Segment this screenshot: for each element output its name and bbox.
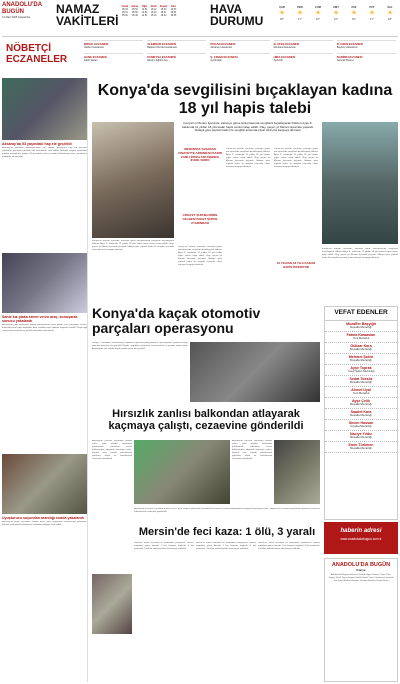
pharmacy-item (337, 53, 396, 62)
hirsiz-text-3: Aksaray'da hırsızlık suçundan aranan şahıs, polis ekipleri tarafından yakalanmak istenirken evinin balkonundan atlayarak kaçmaya çalıştı. Şüpheli kısa sürede yakalanarak gözaltına alındı ve tutuklanarak cezaevine gönderildi. (134, 508, 320, 513)
vefat-place: Musalla Mezarlığı (350, 446, 372, 450)
vefat-name: Ayşe Çelik (351, 398, 371, 403)
weather-day (328, 6, 344, 21)
pharmacy-item (337, 40, 396, 49)
prayer-cell: 05:30 (121, 14, 128, 17)
pharmacy-area: Aydınoğlu (210, 59, 222, 62)
hirsiz-text-2: Aksaray'da hırsızlık suçundan aranan şahıs, polis ekipleri tarafından yakalanmak istenirken evinin balkonundan atlayarak kaçmaya çalıştı. Şüpheli kısa sürede yakalanarak gözaltına alındı ve tutuklanarak cezaevine gönderildi. (232, 440, 272, 460)
prayer-cell: 06:50 (132, 11, 138, 14)
vefat-item (325, 343, 397, 354)
pharmacy-name: POÇAN ECZANESİ (210, 42, 236, 46)
konya-box-2 (178, 214, 222, 244)
pharmacy-name: ALEMDAR ECZANESİ (147, 42, 177, 46)
prayer-cell: 06:49 (132, 14, 138, 17)
sun-icon: ☀ (314, 10, 322, 17)
prayer-cell: 18:42 (160, 14, 167, 17)
vefat-name: Saadet Kara (350, 409, 372, 414)
hirsiz-photo (134, 440, 230, 504)
pharmacy-name: HANE ECZANESİ (84, 55, 107, 59)
prayer-cell: 16:12 (150, 8, 157, 11)
pharmacy-item (210, 53, 269, 62)
prayer-cell: 05:33 (121, 8, 128, 11)
hirsiz-photo-2 (274, 440, 320, 504)
vefat-item (325, 332, 397, 343)
pharmacy-name: Ş. ÇINAR ECZANESİ (210, 55, 238, 59)
colophon-logo: ANADOLU'DA BUGÜN (331, 562, 391, 568)
vefat-item (325, 354, 397, 365)
pharmacy-section (2, 36, 398, 72)
vefat-item (325, 365, 397, 376)
promo-url[interactable]: www.anadoludabugun.com.tr (340, 537, 382, 541)
colophon (324, 558, 398, 682)
pharmacy-area: Aydınlık (273, 59, 283, 62)
pharmacy-area: Nalbur Hastanesi (84, 46, 104, 49)
weather-title-1: HAVA (210, 2, 243, 16)
prayer-header: İkindi (150, 6, 157, 8)
pharmacy-item (147, 40, 206, 49)
vefat-place: Musalla Mezarlığı (350, 325, 372, 329)
weather-day-label: CUM (315, 6, 321, 9)
vefat-place: Musalla Mezarlığı (350, 402, 372, 406)
vefat-place: Yeni Mezarlık (352, 336, 370, 340)
photo-a3 (2, 454, 87, 514)
prayer-cell: 05:31 (121, 11, 128, 14)
vefat-place: Musalla Mezarlığı (350, 358, 372, 362)
konya-headline: Konya'da sevgilisini bıçaklayan kadına 18 yıl hapis talebi (97, 82, 393, 117)
pharmacy-area: Başkent Devlet Hastanesi (147, 46, 177, 49)
pharmacy-area: Fatih Selam (84, 59, 98, 62)
prayer-header: Güneş (131, 6, 139, 8)
prayer-times (56, 2, 206, 34)
prayer-header: Öğle (141, 6, 148, 8)
prayer-cell: 19:55 (170, 14, 177, 17)
promo-title: haberin adresi (340, 528, 382, 534)
prayer-cell: 19:54 (170, 11, 177, 14)
left-column (2, 78, 88, 682)
prayer-cell: 16:13 (150, 11, 157, 14)
prayer-cell: 06:52 (132, 8, 138, 11)
weather-day (292, 6, 308, 21)
a2-text: Aksaray'da polis ekiplerinin yaptığı denetimlerde sahte plakalı araç yakalandı. Sürücü hakkında yasal işlem başlatıldı. Araç trafikten men edilerek otoparka çekildi. Olayla ilgili soruşturma başlatıldı ve gerekli tutanaklar düzenlendi. (2, 324, 87, 332)
pharmacy-name: B. ATEŞ ECZANESİ (273, 42, 300, 46)
prayer-title-1: NAMAZ (56, 2, 100, 16)
vefat-name: Sinem Hassan (348, 420, 374, 425)
weather-temp: 18° (280, 18, 284, 21)
masthead-date: 12 Mart 2025 Çarşamba (2, 16, 30, 19)
vefat-item (325, 420, 397, 431)
vefat-list (325, 321, 397, 453)
weather-temp: 15° (352, 18, 356, 21)
pharmacy-item (84, 53, 143, 62)
otomotiv-headline: Konya'da kaçak otomotiv parçaları operasyonu (92, 305, 261, 336)
prayer-cell: 16:13 (150, 14, 157, 17)
prayer-header: Yatsı (170, 6, 177, 8)
weather-temp: 17° (370, 18, 374, 21)
a3-text: Aksaray'da çeşitli suçlardan aranan şahıs polis ekiplerinin çalışmasıyla yakalandı. Şüpheli emniyetteki işlemlerinin ardından adliyeye sevk edildi. (2, 521, 87, 526)
pharmacy-item (84, 40, 143, 49)
pharmacy-title-1: NÖBETÇİ (6, 43, 51, 54)
konya-caption-text: Konya'nın Meram ilçesinde, kahveye gitme tartışmasında sevgilisini bıçaklayarak öldüren Ayşe K. hakkında 12 yıldan 18 yıla kadar hapis cezası talep edildi. Olay, geçen yıl Meram ilçesinde yaşandı. İddiaya göre şüpheli kadın ile sevgilisi arasında çıkan tartışma kavgaya dönüştü. (92, 240, 174, 251)
masthead (2, 2, 52, 38)
weather-day-label: SAL (387, 6, 393, 9)
weather-temp: 17° (298, 18, 302, 21)
a1-headline: Aksaray'da 53 yaşındaki hap ele geçirildi (2, 142, 72, 146)
vefat-name: Muzaffer Başyiğit (346, 321, 376, 326)
prayer-cell: 19:53 (170, 8, 177, 11)
weather-day-label: PER (297, 6, 303, 9)
vefat-section (324, 306, 398, 520)
vefat-name: Ahmet Uyal (351, 387, 371, 392)
pharmacy-area: Mevlana Hastanesi (273, 46, 296, 49)
konya-box-2-text: CİNAYET ŞÜPHELİSİNİN CELBESİ PAKET ŞÜPHE UYARINDASI (182, 213, 218, 225)
vefat-item (325, 376, 397, 387)
konya-col-c: Konya'nın Meram ilçesinde, kahveye gitme tartışmasında sevgilisini bıçaklayarak öldüren Ayşe K. hakkında 12 yıldan 18 yıla kadar hapis cezası talep edildi. Olay, geçen yıl Meram ilçesinde yaşandı. İddiaya göre şüpheli kadın ile sevgilisi arasında çıkan tartışma kavgaya dönüştü. (226, 148, 270, 168)
a1-text: Aksaray'da yürütülen operasyonlarda çok sayıda uyuşturucu hap ele geçirildi. Şüpheliler gözaltına alınarak adli makamlara sevk edildi. Narkotik ekipleri tarafından yapılan aramalarda toplam 53 yaşındaki şahsın evinde kullanılmaya hazır uyuşturucu maddeler ele geçirildi. (2, 147, 87, 158)
weather-day-label: PAZ (351, 6, 357, 9)
konya-col-d: Konya'nın Meram ilçesinde, kahveye gitme tartışmasında sevgilisini bıçaklayarak öldüren Ayşe K. hakkında 12 yıldan 18 yıla kadar hapis cezası talep edildi. Olay, geçen yıl Meram ilçesinde yaşandı. İddiaya göre şüpheli kadın ile sevgilisi arasında çıkan tartışma kavgaya dönüştü. (274, 148, 318, 168)
prayer-table (120, 6, 178, 18)
pharmacy-item (147, 53, 206, 62)
vefat-name: Naciye Yıldız (350, 431, 372, 436)
vefat-name: Gülizar Kara (350, 343, 372, 348)
vefat-item (325, 387, 397, 398)
pharmacy-name: BİRLİK ECZANESİ (84, 42, 109, 46)
a3-headline: Uyuşturucu suçundan arandığı sırada yakalandı (2, 516, 84, 520)
vefat-item (325, 442, 397, 453)
weather-day-label: CMT (333, 6, 339, 9)
sun-icon: ☀ (296, 10, 304, 17)
prayer-header: Akşam (159, 6, 168, 8)
weather-day (364, 6, 380, 21)
vefat-place: Musalla Mezarlığı (350, 413, 372, 417)
weather-day (274, 6, 290, 21)
vefat-name: Emin Türkmen (348, 442, 374, 447)
konya-portrait (92, 122, 174, 238)
konya-scene-text: Konya'nın Meram ilçesinde, kahveye gitme tartışmasında sevgilisini bıçaklayarak öldüren Ayşe K. hakkında 12 yıldan 18 yıla kadar hapis cezası talep edildi. Olay, geçen yıl Meram ilçesinde yaşandı. İddiaya göre şüpheli kadın ile sevgilisi arasında çıkan tartışma kavgaya dönüştü. (322, 248, 398, 259)
vefat-place: Yusuf Şahin Mezarlığı (347, 369, 375, 373)
vefat-item (325, 431, 397, 442)
vefat-place: Yeni Mezarlık (352, 391, 370, 395)
pharmacy-item (210, 40, 269, 49)
vefat-item (325, 398, 397, 409)
photo-a1 (2, 78, 87, 140)
pharmacy-area: Aksaray Hastanesi (210, 46, 233, 49)
konya-col-b: Konya'nın Meram ilçesinde, kahveye gitme tartışmasında sevgilisini bıçaklayarak öldüren Ayşe K. hakkında 12 yıldan 18 yıla kadar hapis cezası talep edildi. Olay, geçen yıl Meram ilçesinde yaşandı. İddiaya göre şüpheli kadın ile sevgilisi arasında çıkan tartışma kavgaya dönüştü. (178, 246, 222, 266)
logo: ANADOLU'DA BUGÜN (2, 2, 42, 15)
mersin-text-3: Mersin'in Silifke ilçesinde iki otomobilin çarpışması sonucu meydana gelen kazada 1 kişi hayatını kaybetti, 3 kişi yaralandı. Yaralılar ambulanslarla hastaneye kaldırıldı. (258, 542, 320, 550)
otomotiv-photo (190, 342, 320, 402)
vefat-item (325, 321, 397, 332)
photo-a2 (2, 253, 87, 313)
konya-text: Konya'nın Meram ilçesinde, kahveye gitme tartışmasında sevgilisini bıçaklayarak öldüren Ayşe K. hakkında 12 yıldan 18 yıla kadar hapis cezası talep edildi. Olay, geçen yıl Meram ilçesinde yaşandı. İddiaya göre şüpheli kadın ile sevgilisi arasında çıkan tartışma kavgaya dönüştü. (181, 122, 315, 133)
weather-day (382, 6, 398, 21)
pharmacy-item (274, 40, 333, 49)
prayer-header: İmsak (121, 6, 129, 8)
mersin-text-1: Mersin'in Silifke ilçesinde iki otomobilin çarpışması sonucu meydana gelen kazada 1 kişi hayatını kaybetti, 3 kişi yaralandı. Yaralılar ambulanslarla hastaneye kaldırıldı. (134, 542, 194, 550)
vefat-item (325, 409, 397, 420)
pharmacy-name: KÜMEYSA ECZANESİ (147, 55, 176, 59)
konya-quote-text: 12 YILDAN 18 YILA KADAR HAPİS İSTENİYOR (276, 261, 316, 269)
prayer-title-2: VAKİTLERİ (56, 14, 119, 28)
a2-headline: Sahte kız plaka sterm veren araç, konuşarak sonucu yakalandı (2, 315, 78, 323)
pharmacy-name: HİRA ECZANESİ (273, 55, 296, 59)
prayer-cell: 18:41 (160, 11, 167, 14)
otomotiv-text: Konya İl Jandarma Komutanlığı ekiplerinin gerçekleştirdiği başarılı operasyonda, gümrük kaçağı otomotiv parçaları ele geçirildi. Ekipler, yaptıkları çalışmalar sonucunda bir iş yerinde arama yaptı. Aramalarda çok sayıda kaçak yedek parça ele geçirildi. (92, 342, 188, 350)
weather-day-label: PZT (369, 6, 375, 9)
weather (210, 2, 398, 34)
mersin-text-2: Mersin'in Silifke ilçesinde iki otomobilin çarpışması sonucu meydana gelen kazada 1 kişi hayatını kaybetti, 3 kişi yaralandı. Yaralılar ambulanslarla hastaneye kaldırıldı. (196, 542, 256, 550)
weather-day (346, 6, 362, 21)
sun-icon: ☀ (350, 10, 358, 17)
sun-icon: ☀ (386, 10, 394, 17)
prayer-cell: 12:51 (141, 8, 148, 11)
mersin-headline: Mersin'de feci kaza: 1 ölü, 3 yaralı (138, 526, 316, 538)
pharmacy-item (274, 53, 333, 62)
pharmacy-area: Baykoç Hastanesi (336, 46, 358, 49)
pharmacy-area: Sancak Bosna (336, 59, 354, 62)
sun-icon: ☀ (368, 10, 376, 17)
hirsiz-headline: Hırsızlık zanlısı balkondan atlayarak kaçmaya çalıştı, cezaevine gönderildi (108, 408, 304, 432)
sun-icon: ☀ (278, 10, 286, 17)
promo-box (324, 522, 398, 554)
vefat-name: Mehmet Şahin (348, 354, 374, 359)
weather-day-label: ÇAR (279, 6, 285, 9)
prayer-cell: 12:51 (141, 11, 148, 14)
vefat-title: VEFAT EDENLER (325, 307, 397, 321)
colophon-sub: Künye (356, 568, 366, 572)
mersin-photo (92, 574, 132, 634)
vefat-place: Üçyaka Mezarlığı (350, 424, 372, 428)
weather-temp: 16° (334, 18, 338, 21)
weather-days (274, 6, 398, 21)
weather-day (310, 6, 326, 21)
prayer-cell: 12:51 (141, 14, 148, 17)
weather-temp: 16° (316, 18, 320, 21)
prayer-cell: 18:40 (160, 8, 167, 11)
sun-icon: ☀ (332, 10, 340, 17)
weather-title-2: DURUMU (210, 14, 264, 28)
vefat-place: Musalla Mezarlığı (350, 435, 372, 439)
pharmacy-area: Meram Eğitim Arş. (147, 59, 169, 62)
weather-temp: 18° (388, 18, 392, 21)
vefat-name: Sedat Toksöz (349, 376, 373, 381)
pharmacy-name: R. ÖZEN ECZANESİ (336, 42, 364, 46)
pharmacy-title-2: ECZANELER (6, 54, 68, 65)
vefat-name: Ayşe Toprak (350, 365, 372, 370)
hirsiz-text: Aksaray'da hırsızlık suçundan aranan şahıs, polis ekipleri tarafından yakalanmak istenirken evinin balkonundan atlayarak kaçmaya çalıştı. Şüpheli kısa sürede yakalanarak gözaltına alındı ve tutuklanarak cezaevine gönderildi. (92, 440, 132, 460)
vefat-place: Musalla Mezarlığı (350, 347, 372, 351)
vefat-name: Fatma Karaaslan (346, 332, 376, 337)
konya-photo-scene (322, 122, 398, 244)
konya-box-1-text: MERAM'DA YAŞANAN CİNAYETTE ARDINDAN KADIN ZANLI İDDİALARI DIŞINDA İFADE VERDİ (178, 147, 222, 163)
colophon-text: Anadolu'da Bugün Gazetesi Günlük Siyasi Gazete Yayın Türü: Yaygın Süreli Yayın İmtiyaz Sahibi Genel Yayın Yönetmeni Sorumlu Yazı İşleri Müdürü Reklam Yönetim Merkezi Konya Baskı (328, 574, 394, 582)
pharmacy-name: NADİRE ECZANESİ (336, 55, 363, 59)
konya-quote (274, 262, 318, 276)
konya-box-1 (178, 148, 222, 204)
vefat-place: Musalla Mezarlığı (350, 380, 372, 384)
pharmacy-list (84, 40, 396, 62)
